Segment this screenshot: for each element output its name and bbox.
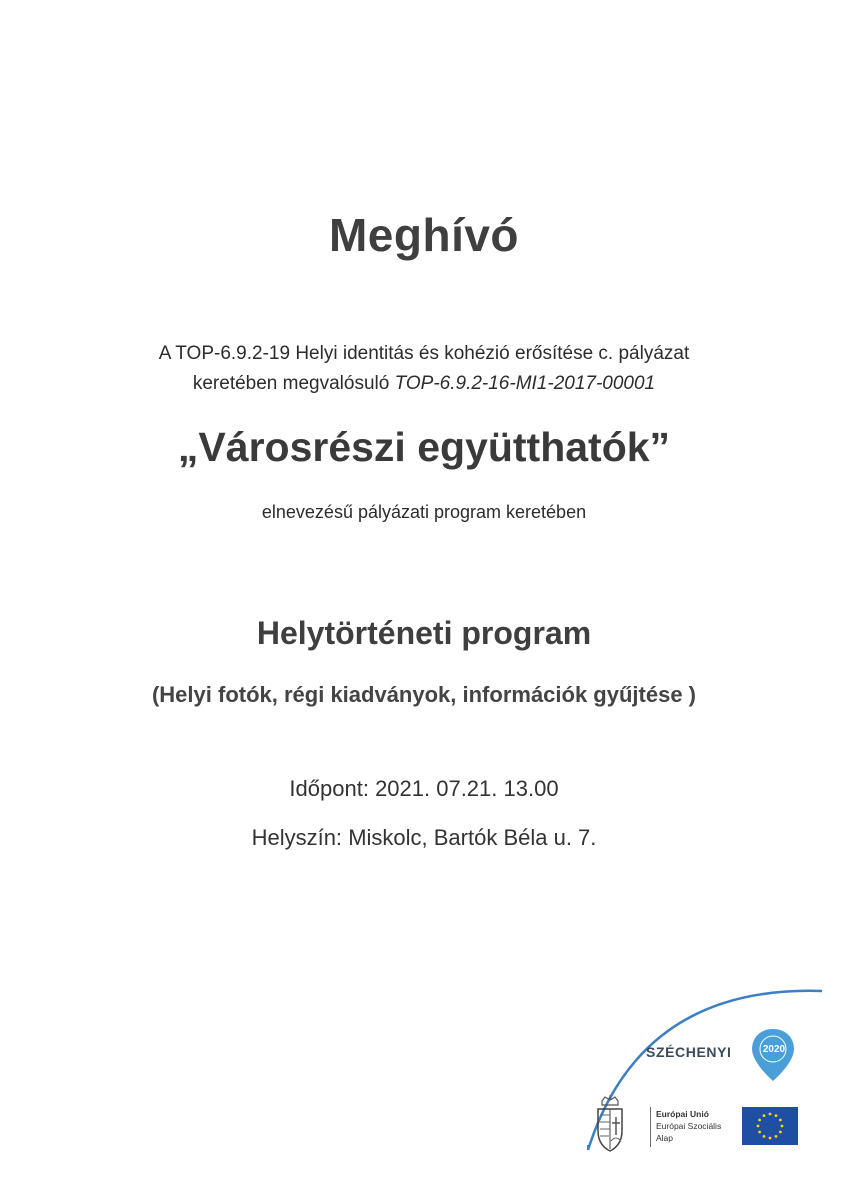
event-time bbox=[0, 776, 848, 802]
eu-line-1: Európai Unió bbox=[656, 1109, 709, 1119]
location-pin-icon bbox=[750, 1027, 796, 1083]
event-place bbox=[0, 825, 848, 851]
event-title: Helytörténeti program bbox=[256, 615, 592, 651]
eu-fund-text bbox=[656, 1108, 721, 1144]
intro-line-2 bbox=[0, 373, 848, 395]
logo-divider bbox=[650, 1107, 651, 1147]
funding-logos bbox=[580, 965, 848, 1200]
place-label: Helyszín: bbox=[251, 825, 343, 850]
intro-line-1: A TOP-6.9.2-19 Helyi identitás és kohézió erősítése c. pályázat bbox=[158, 343, 690, 364]
time-value: 2021. 07.21. 13.00 bbox=[375, 776, 559, 801]
program-suffix: elnevezésű pályázati program keretében bbox=[261, 502, 587, 522]
eu-line-3: Alap bbox=[656, 1133, 674, 1143]
hungarian-coat-of-arms-icon bbox=[590, 1095, 630, 1155]
event-note: (Helyi fotók, régi kiadványok, információk gyűjtése ) bbox=[151, 682, 697, 707]
place-value: Miskolc, Bartók Béla u. 7. bbox=[348, 825, 597, 850]
intro-line-2-prefix: keretében megvalósuló bbox=[192, 373, 395, 394]
program-name: „Városrészi együtthatók” bbox=[177, 424, 671, 470]
page-title: Meghívó bbox=[328, 209, 520, 261]
szechenyi-year: 2020 bbox=[762, 1044, 786, 1055]
szechenyi-logo-text: SZÉCHENYI bbox=[646, 1044, 732, 1060]
project-code: TOP-6.9.2-16-MI1-2017-00001 bbox=[394, 373, 656, 394]
time-label: Időpont: bbox=[289, 776, 369, 801]
eu-flag-icon bbox=[742, 1107, 798, 1145]
szechenyi-arc-graphic bbox=[580, 965, 848, 1200]
eu-line-2: Európai Szociális bbox=[656, 1121, 722, 1131]
